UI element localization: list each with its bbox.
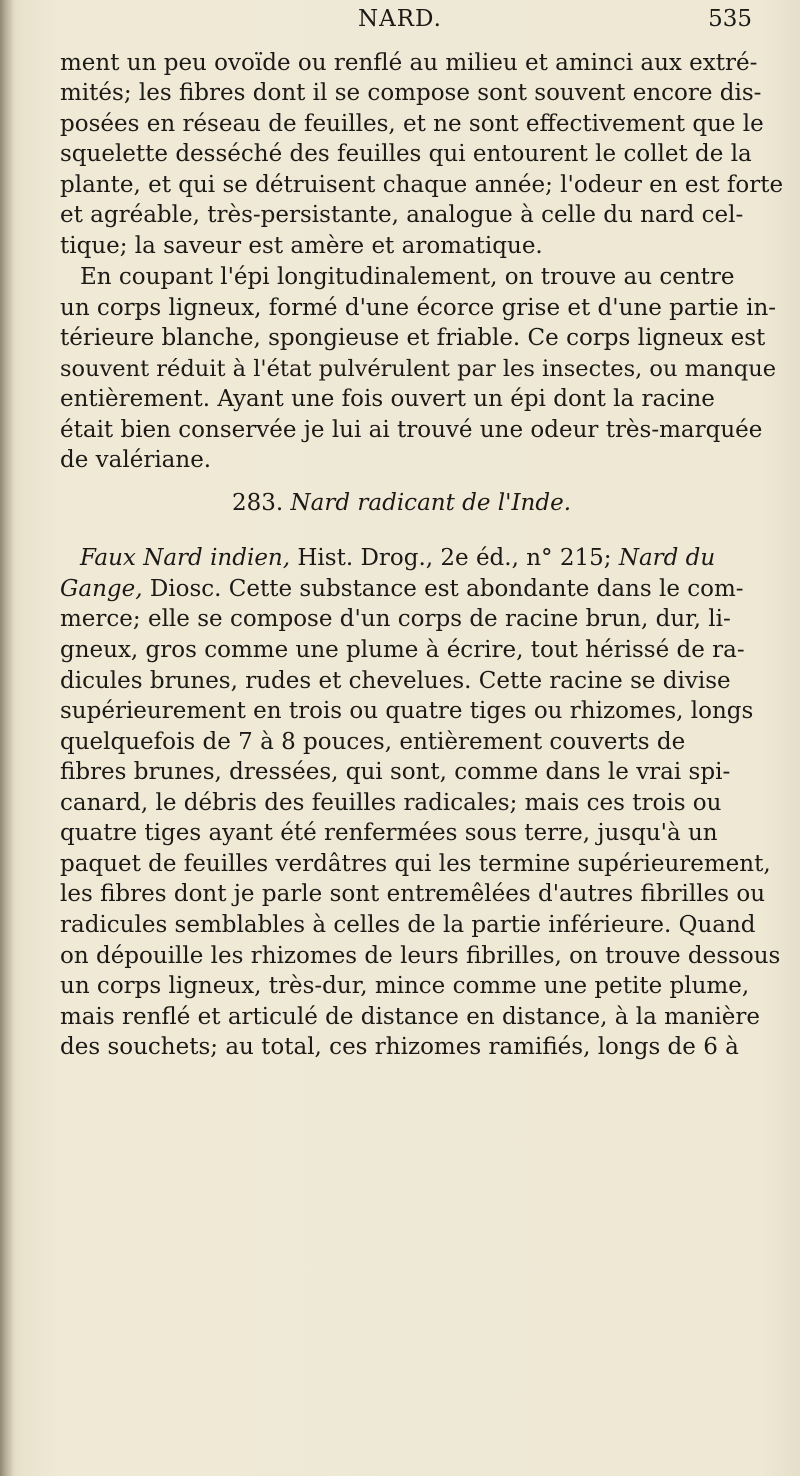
text-line <box>60 574 744 604</box>
text-line: mités; les fibres dont il se compose sont souvent encore dis- <box>60 80 762 106</box>
text-line: dicules brunes, rudes et chevelues. Cette racine se divise <box>60 668 731 694</box>
text-line: on dépouille les rhizomes de leurs fibrilles, on trouve dessous <box>60 943 781 969</box>
text-line: mais renflé et articulé de distance en distance, à la manière <box>60 1004 761 1030</box>
running-head <box>60 6 760 42</box>
text-line: quatre tiges ayant été renfermées sous terre, jusqu'à un <box>60 820 718 846</box>
text-line <box>80 543 715 573</box>
text-line: posées en réseau de feuilles, et ne sont effectivement que le <box>60 111 764 137</box>
text-line: radicules semblables à celles de la partie inférieure. Quand <box>60 912 756 938</box>
text-line: un corps ligneux, formé d'une écorce grise et d'une partie in- <box>60 295 777 321</box>
text-line: supérieurement en trois ou quatre tiges ou rhizomes, longs <box>60 698 754 724</box>
text-line: merce; elle se compose d'un corps de racine brun, dur, li- <box>60 606 731 632</box>
synonym-nard-du: Nard du <box>618 545 716 571</box>
section-title: Nard radicant de l'Inde. <box>290 490 572 516</box>
page-number: 535 <box>708 6 752 32</box>
synonym-faux-nard: Faux Nard indien, <box>80 545 291 571</box>
text-line: quelquefois de 7 à 8 pouces, entièrement couverts de <box>60 729 686 755</box>
text-line: En coupant l'épi longitudinalement, on trouve au centre <box>80 264 735 290</box>
text-line: squelette desséché des feuilles qui entourent le collet de la <box>60 141 752 167</box>
text-line: entièrement. Ayant une fois ouvert un épi dont la racine <box>60 386 715 412</box>
text-line: des souchets; au total, ces rhizomes ramifiés, longs de 6 à <box>60 1034 739 1060</box>
text-line: souvent réduit à l'état pulvérulent par les insectes, ou manque <box>60 356 777 382</box>
text-line: térieure blanche, spongieuse et friable. Ce corps ligneux est <box>60 325 766 351</box>
text-line: était bien conservée je lui ai trouvé une odeur très-marquée <box>60 417 763 443</box>
binding-gutter-shadow <box>0 0 14 1476</box>
citation-text: Hist. Drog., 2e éd., n° 215; <box>290 545 619 571</box>
text-line: fibres brunes, dressées, qui sont, comme dans le vrai spi- <box>60 759 731 785</box>
text-line: les fibres dont je parle sont entremêlées d'autres fibrilles ou <box>60 881 766 907</box>
text-line: gneux, gros comme une plume à écrire, tout hérissé de ra- <box>60 637 745 663</box>
text-segment: Diosc. Cette substance est abondante dans le com- <box>142 576 744 602</box>
text-line: tique; la saveur est amère et aromatique. <box>60 233 543 259</box>
text-line: plante, et qui se détruisent chaque année; l'odeur en est forte <box>60 172 784 198</box>
text-line: ment un peu ovoïde ou renflé au milieu et aminci aux extré- <box>60 50 758 76</box>
running-head-title: NARD. <box>358 6 442 32</box>
synonym-gange: Gange, <box>60 576 143 602</box>
text-line: canard, le débris des feuilles radicales; mais ces trois ou <box>60 790 722 816</box>
section-number: 283. <box>232 490 284 516</box>
text-line: paquet de feuilles verdâtres qui les termine supérieurement, <box>60 851 771 877</box>
text-line: et agréable, très-persistante, analogue à celle du nard cel- <box>60 202 744 228</box>
text-line: un corps ligneux, très-dur, mince comme une petite plume, <box>60 973 750 999</box>
section-heading <box>232 488 571 518</box>
text-line: de valériane. <box>60 447 212 473</box>
